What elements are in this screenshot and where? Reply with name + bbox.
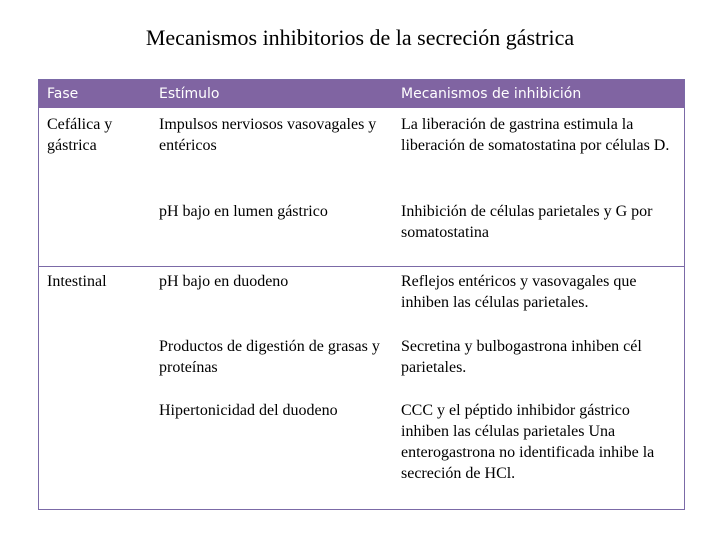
row5-stimulus: Hipertonicidad del duodeno <box>159 402 338 419</box>
row4-stimulus: Productos de digestión de grasas y proteínas <box>159 338 380 376</box>
row1-stimulus: Impulsos nerviosos vasovagales y entéricos <box>159 116 377 154</box>
row4-mechanism: Secretina y bulbogastrona inhiben cél parietales. <box>401 338 642 376</box>
header-stimulus: Estímulo <box>159 86 220 102</box>
row2-stimulus: pH bajo en lumen gástrico <box>159 203 328 220</box>
header-mechanism: Mecanismos de inhibición <box>401 86 582 102</box>
header-phase: Fase <box>47 86 79 102</box>
row5-mechanism: CCC y el péptido inhibidor gástrico inhiben las células parietales Una enterogastrona no identificada inhibe la secreción de HCl. <box>401 402 655 482</box>
page-title: Mecanismos inhibitorios de la secreción gástrica <box>145 25 575 50</box>
table-header <box>39 80 684 108</box>
row3-phase: Intestinal <box>47 273 107 290</box>
inhibition-mechanisms-table <box>38 79 685 510</box>
row2-mechanism: Inhibición de células parietales y G por somatostatina <box>401 203 653 241</box>
row1-phase: Cefálica y gástrica <box>47 116 113 154</box>
row3-stimulus: pH bajo en duodeno <box>159 273 289 290</box>
row3-mechanism: Reflejos entéricos y vasovagales que inhiben las células parietales. <box>401 273 637 311</box>
row1-mechanism: La liberación de gastrina estimula la liberación de somatostatina por células D. <box>401 116 670 154</box>
row-divider <box>39 266 684 267</box>
